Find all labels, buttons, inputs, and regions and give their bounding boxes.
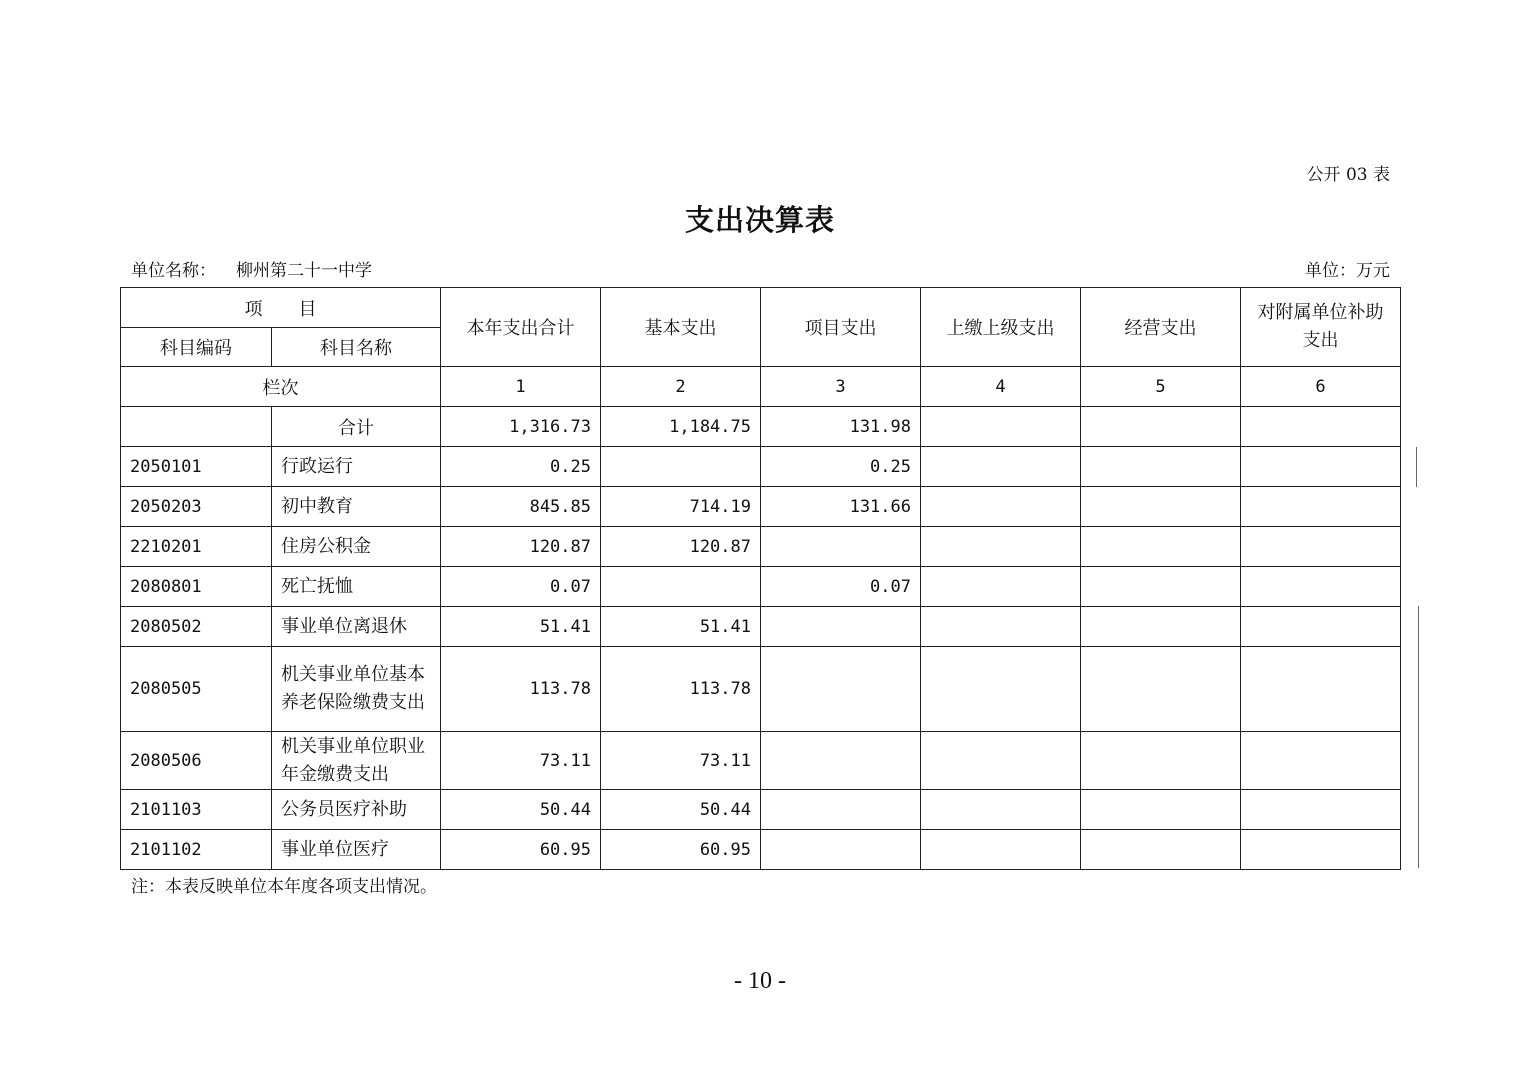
row-value: 845.85 (441, 487, 601, 527)
table-row (121, 647, 1401, 732)
table-row (121, 607, 1401, 647)
table-row (121, 527, 1401, 567)
row-value: 60.95 (601, 830, 761, 870)
money-unit: 单位：万元 (1305, 261, 1390, 281)
total-value: 131.98 (761, 407, 921, 447)
row-value (1081, 647, 1241, 732)
row-code: 2080506 (121, 732, 272, 790)
col-index-label: 栏次 (121, 367, 441, 407)
unit-name-label: 单位名称： (131, 261, 216, 281)
row-value: 0.07 (761, 567, 921, 607)
row-value (921, 487, 1081, 527)
row-value (1081, 447, 1241, 487)
row-value (761, 830, 921, 870)
row-value (1241, 830, 1401, 870)
total-row (121, 407, 1401, 447)
page-number: - 10 - (734, 968, 786, 994)
row-code: 2080502 (121, 607, 272, 647)
row-name: 死亡抚恤 (272, 567, 441, 607)
row-value (1081, 830, 1241, 870)
row-value: 50.44 (601, 790, 761, 830)
row-value: 120.87 (441, 527, 601, 567)
row-value: 51.41 (601, 607, 761, 647)
col-index: 2 (601, 367, 761, 407)
row-value (921, 447, 1081, 487)
row-value (1081, 607, 1241, 647)
table-row (121, 830, 1401, 870)
unit-name-value: 柳州第二十一中学 (236, 261, 372, 281)
row-name: 行政运行 (272, 447, 441, 487)
col-index: 4 (921, 367, 1081, 407)
row-value: 0.25 (441, 447, 601, 487)
row-value (1081, 732, 1241, 790)
row-value (1241, 487, 1401, 527)
row-value (761, 732, 921, 790)
total-value (1241, 407, 1401, 447)
row-value: 120.87 (601, 527, 761, 567)
table-row (121, 447, 1401, 487)
form-number: 公开 03 表 (1306, 165, 1390, 185)
row-value: 60.95 (441, 830, 601, 870)
column-header: 上缴上级支出 (921, 288, 1081, 367)
row-code: 2050101 (121, 447, 272, 487)
column-header: 经营支出 (1081, 288, 1241, 367)
row-value: 113.78 (441, 647, 601, 732)
row-value (1081, 527, 1241, 567)
row-value (761, 607, 921, 647)
row-code: 2080801 (121, 567, 272, 607)
table-row (121, 790, 1401, 830)
row-value: 73.11 (441, 732, 601, 790)
col-index: 5 (1081, 367, 1241, 407)
row-value: 131.66 (761, 487, 921, 527)
row-name: 初中教育 (272, 487, 441, 527)
total-value (1081, 407, 1241, 447)
row-value (921, 790, 1081, 830)
total-value: 1,184.75 (601, 407, 761, 447)
page-title: 支出决算表 (684, 203, 835, 237)
row-name: 住房公积金 (272, 527, 441, 567)
row-value (1241, 647, 1401, 732)
row-code: 2080505 (121, 647, 272, 732)
row-value: 73.11 (601, 732, 761, 790)
row-value (921, 607, 1081, 647)
row-name: 事业单位医疗 (272, 830, 441, 870)
row-value (601, 567, 761, 607)
row-name: 公务员医疗补助 (272, 790, 441, 830)
row-value: 714.19 (601, 487, 761, 527)
column-header: 项目支出 (761, 288, 921, 367)
table-row (121, 732, 1401, 790)
row-name: 机关事业单位基本养老保险缴费支出 (272, 647, 441, 732)
col-index: 3 (761, 367, 921, 407)
total-value (921, 407, 1081, 447)
row-value (1241, 527, 1401, 567)
col-index: 6 (1241, 367, 1401, 407)
row-value: 50.44 (441, 790, 601, 830)
row-value: 113.78 (601, 647, 761, 732)
row-value (921, 732, 1081, 790)
row-value (921, 527, 1081, 567)
row-value (601, 447, 761, 487)
scan-line-artifact (1416, 447, 1417, 487)
total-code-cell (121, 407, 272, 447)
row-code: 2210201 (121, 527, 272, 567)
row-value (1241, 567, 1401, 607)
row-code: 2101102 (121, 830, 272, 870)
row-code: 2050203 (121, 487, 272, 527)
row-code: 2101103 (121, 790, 272, 830)
total-value: 1,316.73 (441, 407, 601, 447)
row-value (1241, 607, 1401, 647)
row-value: 0.25 (761, 447, 921, 487)
row-value: 0.07 (441, 567, 601, 607)
table-row (121, 487, 1401, 527)
code-header: 科目编码 (121, 328, 272, 367)
row-value (1081, 487, 1241, 527)
row-value (921, 647, 1081, 732)
row-value (761, 527, 921, 567)
row-value: 51.41 (441, 607, 601, 647)
table-row (121, 567, 1401, 607)
row-name: 机关事业单位职业年金缴费支出 (272, 732, 441, 790)
row-value (921, 567, 1081, 607)
column-header: 本年支出合计 (441, 288, 601, 367)
row-name: 事业单位离退休 (272, 607, 441, 647)
column-header: 对附属单位补助支出 (1241, 288, 1401, 367)
total-label: 合计 (272, 407, 441, 447)
name-header: 科目名称 (272, 328, 441, 367)
row-value (761, 790, 921, 830)
row-value (921, 830, 1081, 870)
row-value (761, 647, 921, 732)
row-value (1241, 790, 1401, 830)
unit-name-line (131, 256, 372, 281)
row-value (1241, 447, 1401, 487)
project-header: 项 目 (121, 288, 441, 328)
row-value (1241, 732, 1401, 790)
col-index: 1 (441, 367, 601, 407)
expenditure-table (120, 287, 1401, 870)
row-value (1081, 790, 1241, 830)
column-header: 基本支出 (601, 288, 761, 367)
scan-line-artifact (1418, 606, 1419, 868)
row-value (1081, 567, 1241, 607)
table-note: 注：本表反映单位本年度各项支出情况。 (131, 877, 437, 897)
